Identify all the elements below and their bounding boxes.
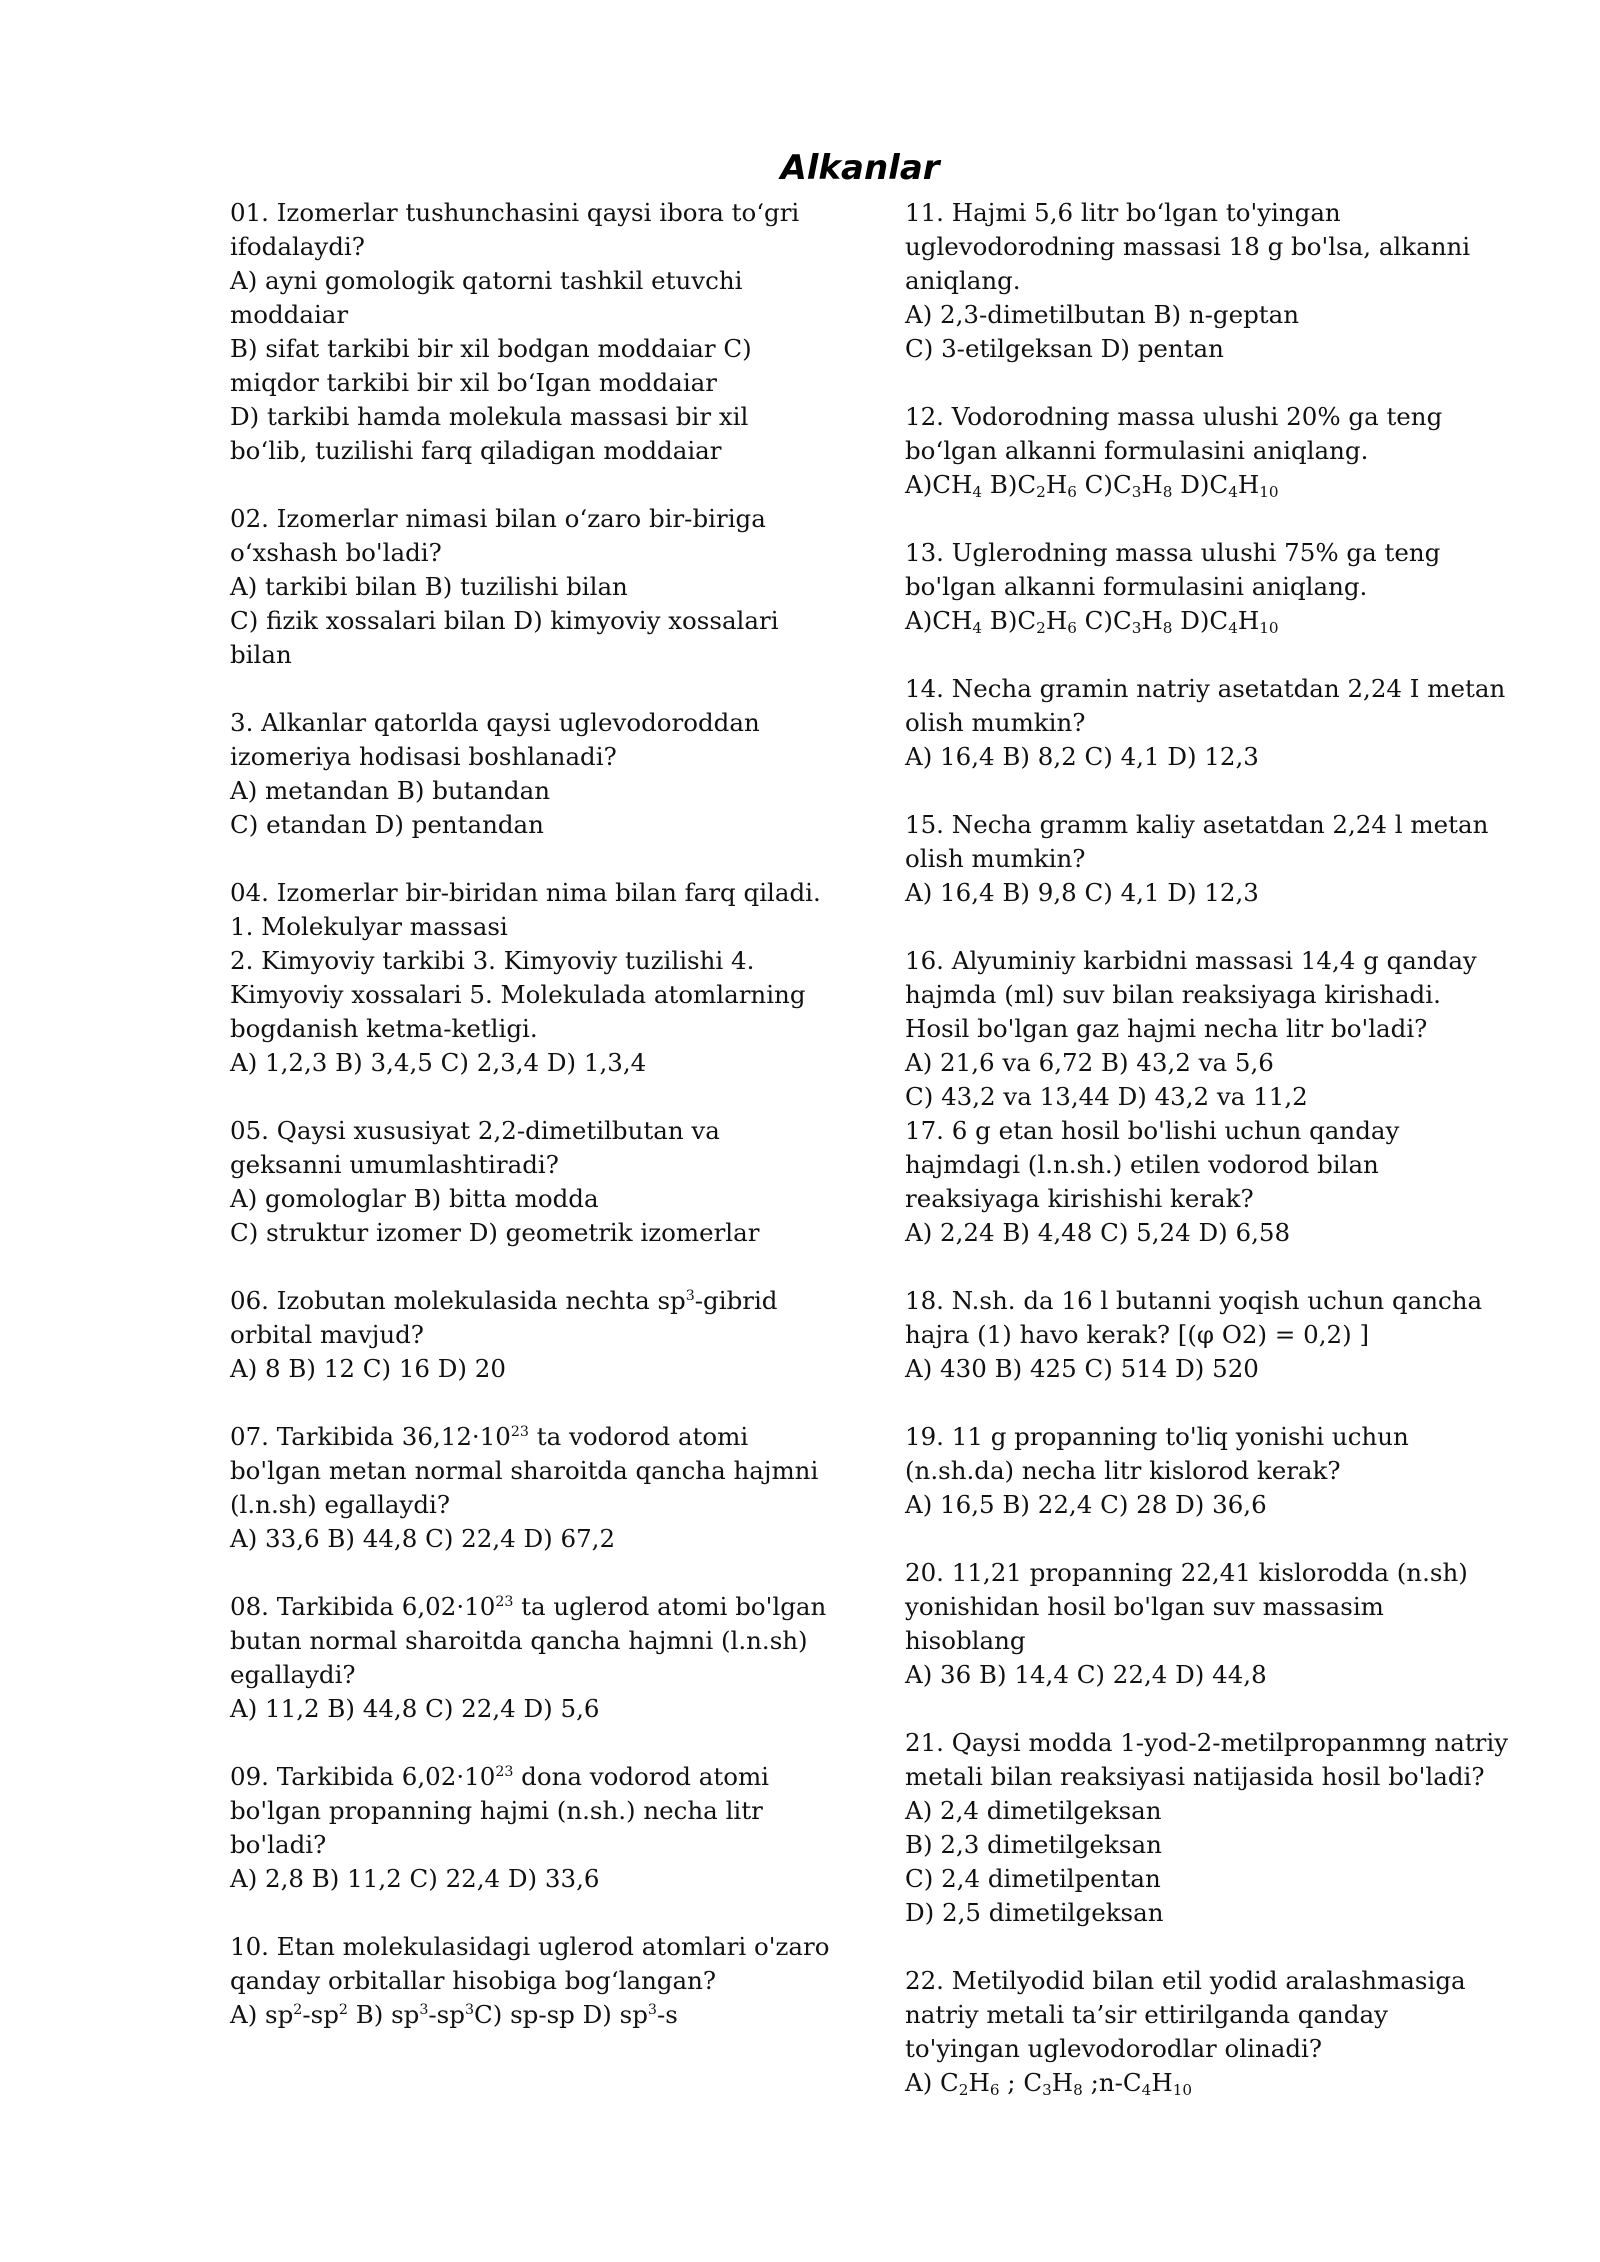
question-block	[230, 502, 830, 672]
question-line: B) 2,3 dimetilgeksan	[905, 1830, 1162, 1859]
question-line: Hosil bo'lgan gaz hajmi necha litr bo'ladi?	[905, 1014, 1428, 1043]
question-block	[905, 196, 1525, 366]
question-line: D) 2,5 dimetilgeksan	[905, 1898, 1164, 1927]
question-line: B) sifat tarkibi bir xil bodgan moddaiar C)	[230, 334, 752, 363]
question-line: A) 16,4 B) 8,2 C) 4,1 D) 12,3	[905, 742, 1259, 771]
question-line: 3. Alkanlar qatorlda qaysi uglevodoroddan	[230, 708, 760, 737]
question-line: butan normal sharoitda qancha hajmni (l.n.sh)	[230, 1626, 808, 1655]
question-block	[230, 1114, 830, 1250]
question-line: 15. Necha gramm kaliy asetatdan 2,24 l metan	[905, 810, 1489, 839]
question-line: A) 11,2 B) 44,8 C) 22,4 D) 5,6	[230, 1694, 600, 1723]
question-line: hajra (1) havo kerak? [(φ O2) = 0,2) ]	[905, 1320, 1370, 1349]
question-line: 10. Etan molekulasidagi uglerod atomlari o'zaro	[230, 1932, 830, 1961]
question-line: A) 1,2,3 B) 3,4,5 C) 2,3,4 D) 1,3,4	[230, 1048, 647, 1077]
question-line: 01. Izomerlar tushunchasini qaysi ibora to‘gri	[230, 198, 800, 227]
right-column	[905, 196, 1525, 2134]
question-line: (l.n.sh) egallaydi?	[230, 1490, 451, 1519]
question-line: miqdor tarkibi bir xil bo‘Igan moddaiar	[230, 368, 717, 397]
question-line: 19. 11 g propanning to'liq yonishi uchun	[905, 1422, 1409, 1451]
question-line: A) 430 B) 425 C) 514 D) 520	[905, 1354, 1259, 1383]
question-line: A) 16,5 B) 22,4 C) 28 D) 36,6	[905, 1490, 1267, 1519]
question-line: 17. 6 g etan hosil bo'lishi uchun qanday	[905, 1116, 1400, 1145]
question-line: bo‘lgan alkanni formulasini aniqlang.	[905, 436, 1369, 465]
question-block	[905, 1726, 1525, 1930]
question-line: A) 33,6 B) 44,8 C) 22,4 D) 67,2	[230, 1524, 616, 1553]
question-line: A) 2,8 B) 11,2 C) 22,4 D) 33,6	[230, 1864, 600, 1893]
question-block	[905, 1284, 1525, 1386]
question-block	[905, 1420, 1525, 1522]
question-block	[905, 536, 1525, 638]
question-line: hisoblang	[905, 1626, 1026, 1655]
question-line: izomeriya hodisasi boshlanadi?	[230, 742, 617, 771]
question-line: 08. Tarkibida $6,02\cdot 10^{23}$ ta uglerod atomi bo'lgan	[230, 1592, 827, 1621]
page-title: Alkanlar	[780, 148, 940, 188]
question-line: 16. Alyuminiy karbidni massasi 14,4 g qanday	[905, 946, 1477, 975]
question-line: to'yingan uglevodorodlar olinadi?	[905, 2034, 1323, 2063]
question-line: A) 36 B) 14,4 C) 22,4 D) 44,8	[905, 1660, 1267, 1689]
question-line: uglevodorodning massasi 18 g bo'lsa, alkanni	[905, 232, 1471, 261]
question-line: Kimyoviy xossalari 5. Molekulada atomlarning	[230, 980, 806, 1009]
question-line: C) etandan D) pentandan	[230, 810, 544, 839]
question-line: A) $sp^2-sp^2$ B) $sp^3-sp^3C$) sp-sp D) $sp^3-s$	[230, 2000, 678, 2029]
question-line: (n.sh.da) necha litr kislorod kerak?	[905, 1456, 1341, 1485]
question-line: A) tarkibi bilan B) tuzilishi bilan	[230, 572, 628, 601]
question-line: C) 43,2 va 13,44 D) 43,2 va 11,2	[905, 1082, 1308, 1111]
question-line: 04. Izomerlar bir-biridan nima bilan farq qiladi.	[230, 878, 821, 907]
question-line: bo'lgan metan normal sharoitda qancha hajmni	[230, 1456, 819, 1485]
question-line: 1. Molekulyar massasi	[230, 912, 508, 941]
question-block	[905, 944, 1525, 1114]
question-line: 06. Izobutan molekulasida nechta $sp^3$-gibrid	[230, 1286, 778, 1315]
question-block	[905, 400, 1525, 502]
question-line: reaksiyaga kirishishi kerak?	[905, 1184, 1254, 1213]
question-line: 18. N.sh. da 16 l butanni yoqish uchun qancha	[905, 1286, 1483, 1315]
question-line: egallaydi?	[230, 1660, 356, 1689]
question-line: A) 21,6 va 6,72 B) 43,2 va 5,6	[905, 1048, 1274, 1077]
question-line: 07. Tarkibida $36,12\cdot 10^{23}$ ta vodorod atomi	[230, 1422, 749, 1451]
question-line: geksanni umumlashtiradi?	[230, 1150, 559, 1179]
question-block	[230, 1930, 830, 2032]
question-line: D) tarkibi hamda molekula massasi bir xil	[230, 402, 749, 431]
question-line: 22. Metilyodid bilan etil yodid aralashmasiga	[905, 1966, 1466, 1995]
question-line: metali bilan reaksiyasi natijasida hosil bo'ladi?	[905, 1762, 1485, 1791]
question-line: hajmdagi (l.n.sh.) etilen vodorod bilan	[905, 1150, 1379, 1179]
question-line: olish mumkin?	[905, 844, 1086, 873]
question-line: yonishidan hosil bo'lgan suv massasim	[905, 1592, 1384, 1621]
question-line: qanday orbitallar hisobiga bog‘langan?	[230, 1966, 717, 1995]
question-line: A) 16,4 B) 9,8 C) 4,1 D) 12,3	[905, 878, 1259, 907]
question-block	[230, 1760, 830, 1896]
question-line: o‘xshash bo'ladi?	[230, 538, 442, 567]
question-block	[230, 876, 830, 1080]
question-line: A) 2,24 B) 4,48 C) 5,24 D) 6,58	[905, 1218, 1291, 1247]
question-block	[230, 706, 830, 842]
question-line: aniqlang.	[905, 266, 1021, 295]
question-line: C) 2,4 dimetilpentan	[905, 1864, 1161, 1893]
question-block	[230, 1420, 830, 1556]
question-line: A) gomologlar B) bitta modda	[230, 1184, 599, 1213]
question-line: A) 8 B) 12 C) 16 D) 20	[230, 1354, 506, 1383]
question-line: 13. Uglerodning massa ulushi 75% ga teng	[905, 538, 1441, 567]
question-line: bo‘lib, tuzilishi farq qiladigan moddaiar	[230, 436, 722, 465]
question-line: ifodalaydi?	[230, 232, 365, 261]
question-line: 2. Kimyoviy tarkibi 3. Kimyoviy tuzilishi 4.	[230, 946, 755, 975]
question-block	[905, 808, 1525, 910]
question-line: bo'lgan alkanni formulasini aniqlang.	[905, 572, 1368, 601]
question-line: bilan	[230, 640, 292, 669]
question-line: bo'ladi?	[230, 1830, 327, 1859]
question-block	[230, 1284, 830, 1386]
question-line: 05. Qaysi xususiyat 2,2-dimetilbutan va	[230, 1116, 720, 1145]
question-line: C) struktur izomer D) geometrik izomerlar	[230, 1218, 760, 1247]
question-block	[905, 672, 1525, 774]
question-line: 09. Tarkibida $6,02\cdot 10^{23}$ dona vodorod atomi	[230, 1762, 770, 1791]
question-line: 20. 11,21 propanning 22,41 kislorodda (n.sh)	[905, 1558, 1468, 1587]
question-line: 21. Qaysi modda 1-yod-2-metilpropanmng natriy	[905, 1728, 1509, 1757]
question-line: olish mumkin?	[905, 708, 1086, 737]
question-line: A) $C_2H_6$ ; $C_3H_8$ $;n-C_4H_{10}$	[905, 2068, 1193, 2099]
question-line: A) ayni gomologik qatorni tashkil etuvchi	[230, 266, 743, 295]
question-line: bo'lgan propanning hajmi (n.sh.) necha litr	[230, 1796, 763, 1825]
left-column	[230, 196, 830, 2066]
question-line: hajmda (ml) suv bilan reaksiyaga kirishadi.	[905, 980, 1441, 1009]
question-block	[905, 1556, 1525, 1692]
question-line: $A)CH_4$ $B)C_2H_6$ $C)C_3H_8$ $D)C_4H_{10}$	[905, 470, 1279, 501]
question-block	[230, 196, 830, 468]
question-line: A) metandan B) butandan	[230, 776, 550, 805]
question-line: A) 2,3-dimetilbutan B) n-geptan	[905, 300, 1300, 329]
question-line: $A)CH_4$ $B)C_2H_6$ $C)C_3H_8$ $D)C_4H_{10}$	[905, 606, 1279, 637]
question-block	[905, 1114, 1525, 1250]
question-line: C) fizik xossalari bilan D) kimyoviy xossalari	[230, 606, 779, 635]
question-line: 12. Vodorodning massa ulushi 20% ga teng	[905, 402, 1443, 431]
question-line: 02. Izomerlar nimasi bilan o‘zaro bir-biriga	[230, 504, 766, 533]
question-block	[905, 1964, 1525, 2100]
question-block	[230, 1590, 830, 1726]
question-line: 11. Hajmi 5,6 litr bo‘lgan to'yingan	[905, 198, 1341, 227]
question-line: bogdanish ketma-ketligi.	[230, 1014, 538, 1043]
question-line: natriy metali ta’sir ettirilganda qanday	[905, 2000, 1388, 2029]
question-line: C) 3-etilgeksan D) pentan	[905, 334, 1224, 363]
question-line: 14. Necha gramin natriy asetatdan 2,24 I metan	[905, 674, 1506, 703]
question-line: moddaiar	[230, 300, 349, 329]
question-line: orbital mavjud?	[230, 1320, 424, 1349]
question-line: A) 2,4 dimetilgeksan	[905, 1796, 1162, 1825]
